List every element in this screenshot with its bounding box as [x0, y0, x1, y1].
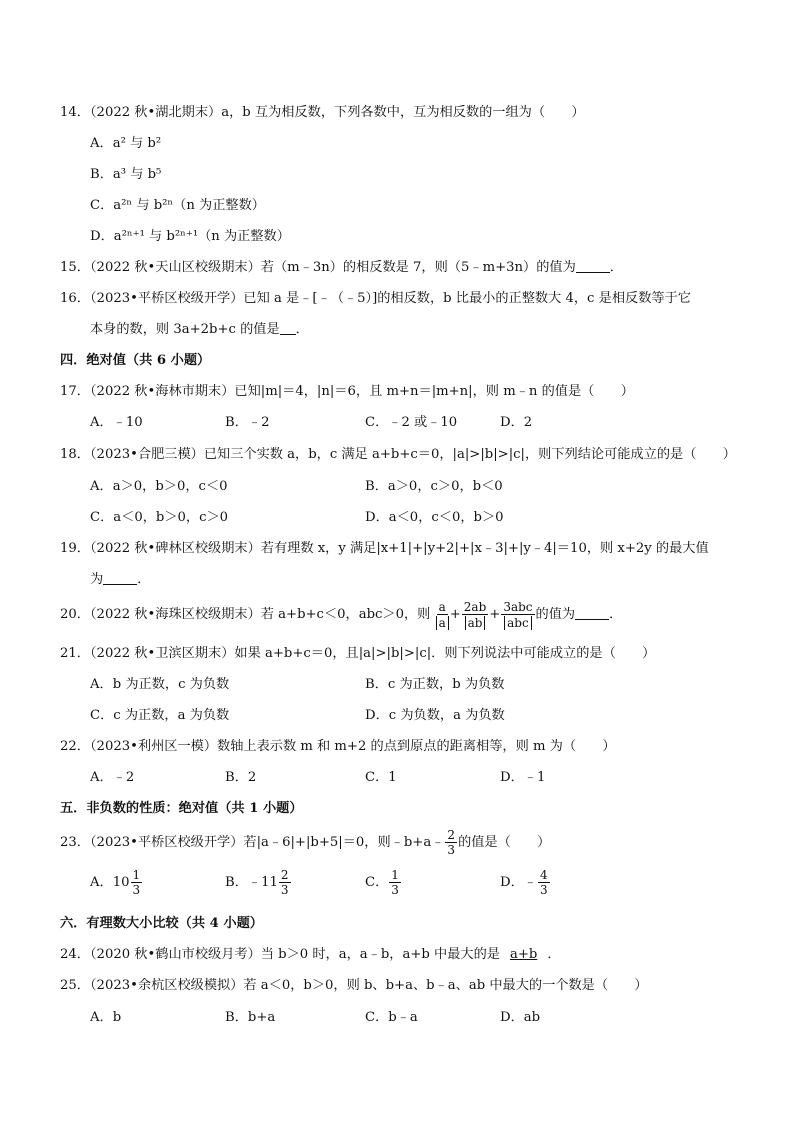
q24-end: ． [547, 947, 561, 962]
q23-option-a-prefix: A．10 [90, 875, 130, 890]
q14-option-b: B．a³ 与 b⁵ [90, 167, 162, 182]
q16-stem-line2: 本身的数，则 3a+2b+c 的值是 [90, 322, 280, 337]
q15 [60, 259, 623, 277]
q20-stem: 20．（2022 秋•海珠区校级期末）若 a+b+c＜0，abc＞0，则 [60, 607, 431, 622]
q23-option-c-fraction [389, 868, 401, 897]
q21-option-b: B．c 为正数，b 为负数 [365, 677, 505, 692]
q21-option-c: C．c 为正数，a 为负数 [90, 708, 230, 723]
q16-line2 [90, 321, 309, 339]
q21-stem: 21．（2022 秋•卫滨区期末）如果 a+b+c＝0，且|a|>|b|>|c|．则下列说法中可能成立的是（ ） [60, 646, 656, 661]
q20-fraction-2-denominator: ab [465, 616, 486, 630]
q23-fraction-numerator: 2 [447, 828, 456, 842]
q23-post: 的值是（ ） [458, 835, 551, 850]
section-6-title: 六．有理数大小比较（共 4 小题） [60, 916, 263, 931]
q18-option-a: A．a＞0，b＞0，c＜0 [90, 479, 228, 494]
q23-option-d-denominator: 3 [539, 883, 548, 897]
q24-stem: 24．（2020 秋•鹤山市校级月考）当 b＞0 时，a，a﹣b，a+b 中最大的是 [60, 947, 500, 962]
q23-option-b-prefix: B．﹣11 [225, 875, 278, 890]
q20-fraction-1-numerator: a [438, 599, 446, 614]
q16-stem-line1: 16．（2023•平桥区校级开学）已知 a 是﹣[﹣（﹣5）]的相反数，b 比最小的正整数大 4，c 是相反数等于它 [60, 291, 691, 306]
q23-option-a-numerator: 1 [132, 868, 141, 882]
q23-option-b-fraction [279, 868, 291, 897]
q23-option-b-numerator: 2 [280, 868, 289, 882]
q24-answer: a+b [509, 947, 538, 962]
q19-stem-line2: 为 [90, 572, 104, 587]
q23-option-d-prefix: D．﹣ [500, 875, 537, 890]
q20-plus-1: + [449, 607, 461, 622]
q23-option-a-fraction [131, 868, 143, 897]
q16-answer-blank [280, 322, 296, 335]
q20-fraction-2-numerator: 2ab [463, 599, 487, 614]
q17-stem: 17．（2022 秋•海林市期末）已知|m|＝4，|n|＝6，且 m+n＝|m+n|，则 m﹣n 的值是（ ） [60, 384, 634, 399]
q20-answer-blank [575, 607, 609, 620]
q20-plus-2: + [489, 607, 501, 622]
q16-end: ． [295, 322, 309, 337]
q22-stem: 22．（2023•利州区一模）数轴上表示数 m 和 m+2 的点到原点的距离相等，则 m 为（ ） [60, 739, 616, 754]
q24 [60, 946, 561, 964]
q17-option-c: C．﹣2 或﹣10 [365, 415, 458, 430]
q23-option-b [225, 866, 292, 900]
q20 [60, 598, 622, 632]
q23-stem: 23．（2023•平桥区校级开学）若|a﹣6|+|b+5|＝0，则﹣b+a﹣ [60, 835, 445, 850]
q23-option-c [365, 866, 402, 900]
q25-option-b: B．b+a [225, 1010, 276, 1025]
q23-option-c-denominator: 3 [391, 883, 399, 897]
q22-option-d: D．﹣1 [500, 770, 546, 785]
section-4-title: 四．绝对值（共 6 小题） [60, 353, 211, 368]
q18-stem: 18．（2023•合肥三模）已知三个实数 a，b，c 满足 a+b+c＝0，|a|>|b|>|c|，则下列结论可能成立的是（ ） [60, 447, 736, 462]
q15-stem: 15．（2022 秋•天山区校级期末）若（m﹣3n）的相反数是 7，则（5﹣m+3n）的值为 [60, 260, 576, 275]
q18-option-c: C．a＜0，b＞0，c＞0 [90, 510, 229, 525]
q20-fraction-1-denominator: a [436, 616, 449, 630]
q20-fraction-1 [436, 600, 449, 630]
q18-option-b: B．a＞0，c＞0，b＜0 [365, 479, 503, 494]
q20-end: ． [609, 607, 623, 622]
q14-option-d: D．a²ⁿ⁺¹ 与 b²ⁿ⁺¹（n 为正整数） [90, 229, 290, 244]
q23-fraction [445, 828, 457, 857]
q19-end: ． [137, 572, 151, 587]
q19-stem-line1: 19．（2022 秋•碑林区校级期末）若有理数 x，y 满足|x+1|+|y+2|+|x﹣3|+|y﹣4|＝10，则 x+2y 的最大值 [60, 541, 709, 556]
q25-stem: 25．（2023•余杭区校级模拟）若 a＜0，b＞0，则 b、b+a、b﹣a、ab 中最大的一个数是（ ） [60, 978, 648, 993]
q21-option-a: A．b 为正数，c 为负数 [90, 677, 230, 692]
q17-option-b: B．﹣2 [225, 415, 270, 430]
q23-option-c-numerator: 1 [391, 868, 399, 882]
q25-option-d: D．ab [500, 1010, 541, 1025]
q19-answer-blank [103, 572, 137, 585]
q23-option-a [90, 866, 143, 900]
q23-option-d-numerator: 4 [539, 868, 548, 882]
q23 [60, 826, 550, 860]
section-5-title: 五．非负数的性质：绝对值（共 1 小题） [60, 801, 303, 816]
q20-fraction-3-denominator: abc [504, 616, 532, 630]
q22-option-a: A．﹣2 [90, 770, 135, 785]
q14-option-c: C．a²ⁿ 与 b²ⁿ（n 为正整数） [90, 198, 265, 213]
q23-option-d [500, 866, 551, 900]
q19-line2 [90, 571, 150, 589]
q15-end: ． [609, 260, 623, 275]
q22-option-c: C．1 [365, 770, 397, 785]
q23-option-a-denominator: 3 [132, 883, 141, 897]
q22-option-b: B．2 [225, 770, 257, 785]
q20-fraction-2 [462, 600, 488, 630]
q17-option-d: D．2 [500, 415, 533, 430]
q23-option-c-prefix: C． [365, 875, 389, 890]
q14-stem: 14．（2022 秋•湖北期末）a，b 互为相反数，下列各数中，互为相反数的一组为（ ） [60, 105, 585, 120]
q20-post: 的值为 [535, 607, 576, 622]
q23-option-b-denominator: 3 [280, 883, 289, 897]
q20-fraction-3-numerator: 3abc [503, 599, 533, 614]
q15-answer-blank [576, 260, 610, 273]
q20-fraction-3 [501, 600, 534, 630]
q14-option-a: A．a² 与 b² [90, 136, 162, 151]
q23-fraction-denominator: 3 [447, 843, 456, 857]
q25-option-c: C．b﹣a [365, 1010, 418, 1025]
q23-option-d-fraction [538, 868, 550, 897]
q21-option-d: D．c 为负数，a 为负数 [365, 708, 505, 723]
q17-option-a: A．﹣10 [90, 415, 143, 430]
q18-option-d: D．a＜0，c＜0，b＞0 [365, 510, 504, 525]
q25-option-a: A．b [90, 1010, 122, 1025]
